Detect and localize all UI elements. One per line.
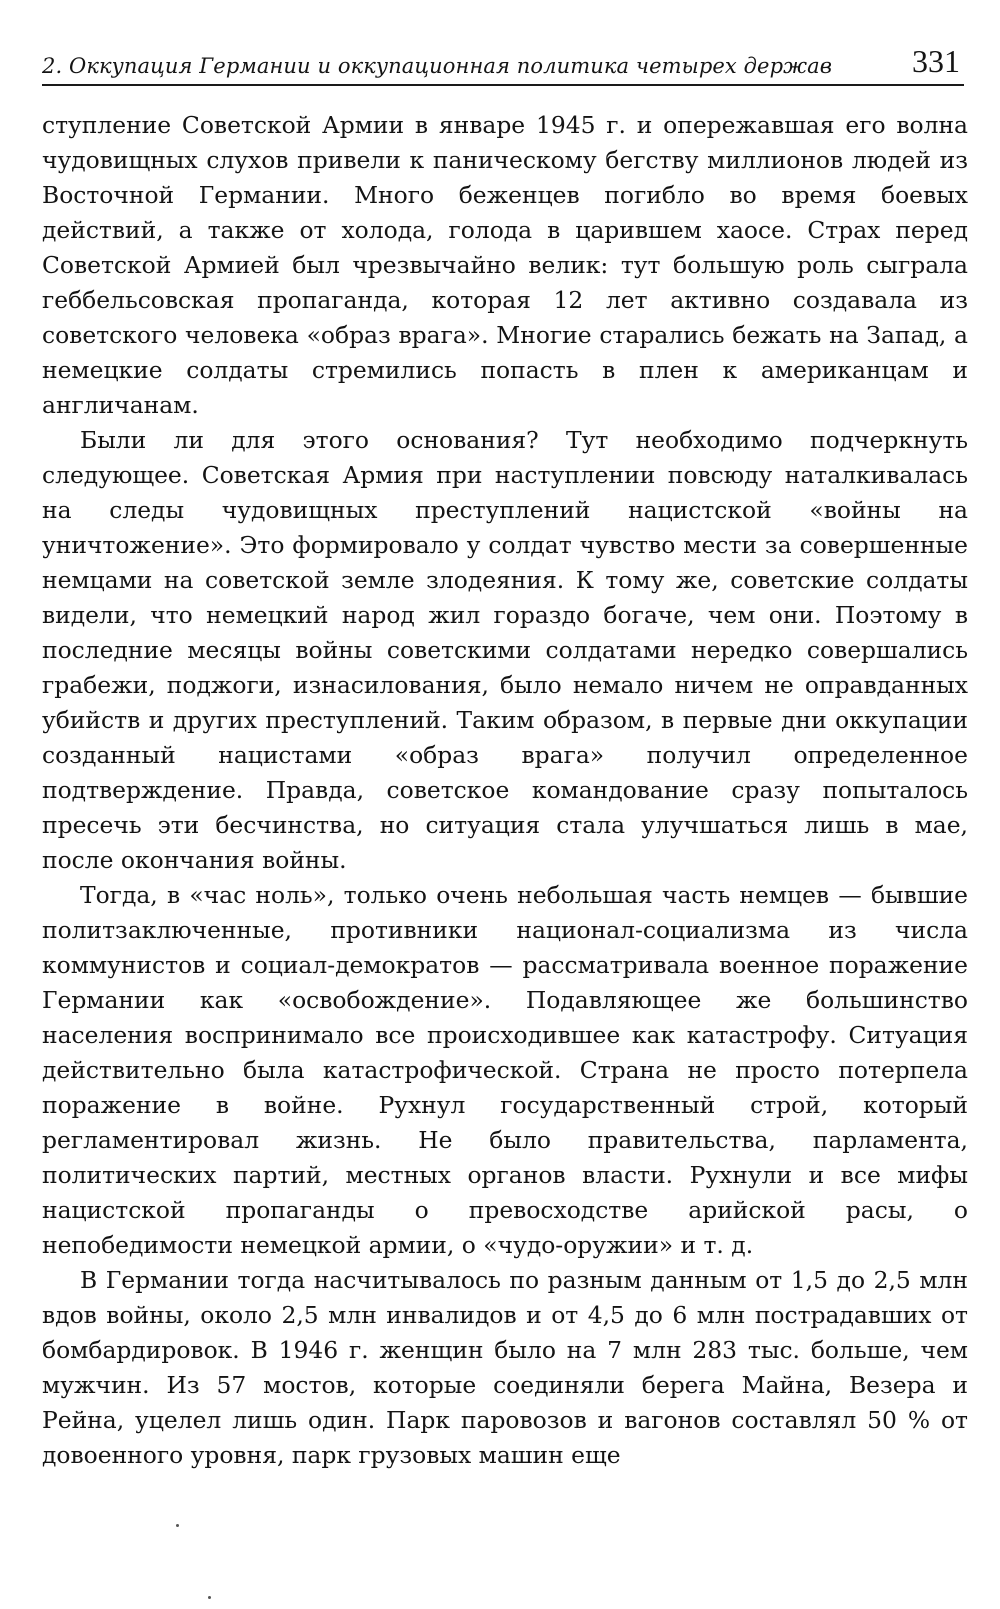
scan-speck: [176, 1524, 179, 1527]
paragraph-4: В Германии тогда насчитывалось по разным данным от 1,5 до 2,5 млн вдов войны, около 2,5 млн инвалидов и от 4,5 до 6 млн пострадавших от бомбардировок. В 1946 г. женщин было на 7 млн 283 тыс. больше, чем мужчин. Из 57 мостов, которые соединяли берега Майна, Везера и Рейна, уцелел лишь один. Парк паровозов и вагонов составлял 50 % от довоенного уровня, парк грузовых машин еще: [42, 1266, 968, 1469]
paragraph-3: Тогда, в «час ноль», только очень небольшая часть немцев — бывшие политзаключенные, противники национал-социализма из числа коммунистов и социал-демократов — рассматривала военное поражение Германии как «освобождение». Подавляющее же большинство населения воспринимало все происходившее как катастрофу. Ситуация действительно была катастрофической. Страна не просто потерпела поражение в войне. Рухнул государственный строй, который регламентировал жизнь. Не было правительства, парламента, политических партий, местных органов власти. Рухнули и все мифы нацистской пропаганды о превосходстве арийской расы, о непобедимости немецкой армии, о «чудо-оружии» и т. д.: [42, 881, 968, 1259]
running-title: 2. Оккупация Германии и оккупационная политика четырех держав: [42, 54, 833, 78]
body-text: [42, 108, 968, 1473]
paragraph-1: ступление Советской Армии в январе 1945 г. и опережавшая его волна чудовищных слухов привели к паническому бегству миллионов людей из Восточной Германии. Много беженцев погибло во время боевых действий, а также от холода, голода в царившем хаосе. Страх перед Советской Армией был чрезвычайно велик: тут большую роль сыграла геббельсовская пропаганда, которая 12 лет активно создавала из советского человека «образ врага». Многие старались бежать на Запад, а немецкие солдаты стремились попасть в плен к американцам и англичанам.: [42, 111, 968, 419]
running-head: [42, 40, 964, 86]
page-number: 331: [912, 43, 960, 79]
paragraph-2: Были ли для этого основания? Тут необходимо подчеркнуть следующее. Советская Армия при наступлении повсюду наталкивалась на следы чудовищных преступлений нацистской «войны на уничтожение». Это формировало у солдат чувство мести за совершенные немцами на советской земле злодеяния. К тому же, советские солдаты видели, что немецкий народ жил гораздо богаче, чем они. Поэтому в последние месяцы войны советскими солдатами нередко совершались грабежи, поджоги, изнасилования, было немало ничем не оправданных убийств и других преступлений. Таким образом, в первые дни оккупации созданный нацистами «образ врага» получил определенное подтверждение. Правда, советское командование сразу попыталось пресечь эти бесчинства, но ситуация стала улучшаться лишь в мае, после окончания войны.: [42, 426, 968, 874]
scan-speck: [208, 1596, 211, 1599]
